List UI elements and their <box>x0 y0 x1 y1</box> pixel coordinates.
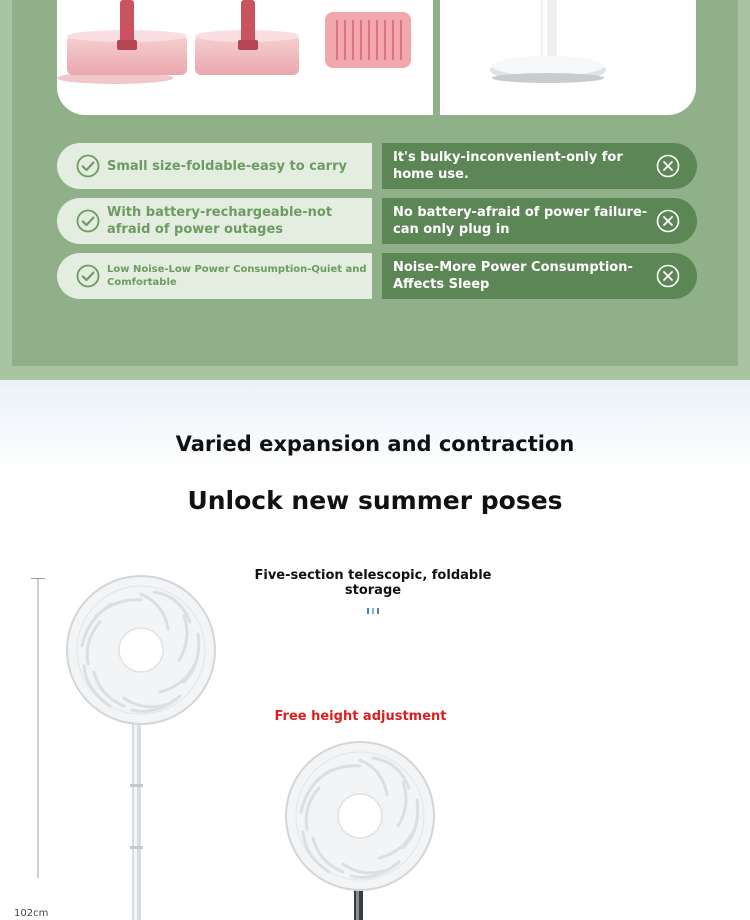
advantage-text: With battery-rechargeable-not afraid of power outages <box>107 205 333 237</box>
comparison-section <box>0 0 750 380</box>
advantage-text: Low Noise-Low Power Consumption-Quiet and Comfortable <box>107 264 367 288</box>
height-ruler <box>30 578 46 878</box>
check-circle-icon <box>76 264 100 288</box>
height-adjust-caption: Free height adjustment <box>274 709 447 724</box>
comparison-row <box>57 143 697 189</box>
pink-foldable-fans-image <box>57 0 433 115</box>
check-circle-icon <box>76 154 100 178</box>
foldable-fan-photo <box>57 0 433 115</box>
x-circle-icon <box>656 209 680 233</box>
disadvantage-text: No battery-afraid of power failure-can only plug in <box>393 205 648 237</box>
advantage-cell <box>57 253 372 299</box>
advantage-cell <box>57 198 372 244</box>
telescopic-caption: Five-section telescopic, foldable storage <box>254 568 492 598</box>
advantage-cell <box>57 143 372 189</box>
hero-heading: Varied expansion and contraction <box>175 432 575 456</box>
disadvantage-cell <box>382 198 697 244</box>
x-circle-icon <box>656 264 680 288</box>
comparison-row <box>57 198 697 244</box>
advantage-text: Small size-foldable-easy to carry <box>107 158 347 174</box>
disadvantage-cell <box>382 143 697 189</box>
comparison-row <box>57 253 697 299</box>
decorative-dots <box>366 607 380 615</box>
check-circle-icon <box>76 209 100 233</box>
short-fan-image <box>284 740 439 920</box>
disadvantage-text: Noise-More Power Consumption-Affects Sleep <box>393 260 633 292</box>
disadvantage-text: It's bulky-inconvenient-only for home use. <box>393 150 623 182</box>
disadvantage-cell <box>382 253 697 299</box>
hero-subheading: Unlock new summer poses <box>187 486 563 515</box>
white-pedestal-fan-image <box>440 0 696 115</box>
x-circle-icon <box>656 154 680 178</box>
bulky-fan-photo <box>440 0 696 115</box>
height-label: 102cm <box>14 908 49 919</box>
tall-fan-image <box>64 574 219 920</box>
